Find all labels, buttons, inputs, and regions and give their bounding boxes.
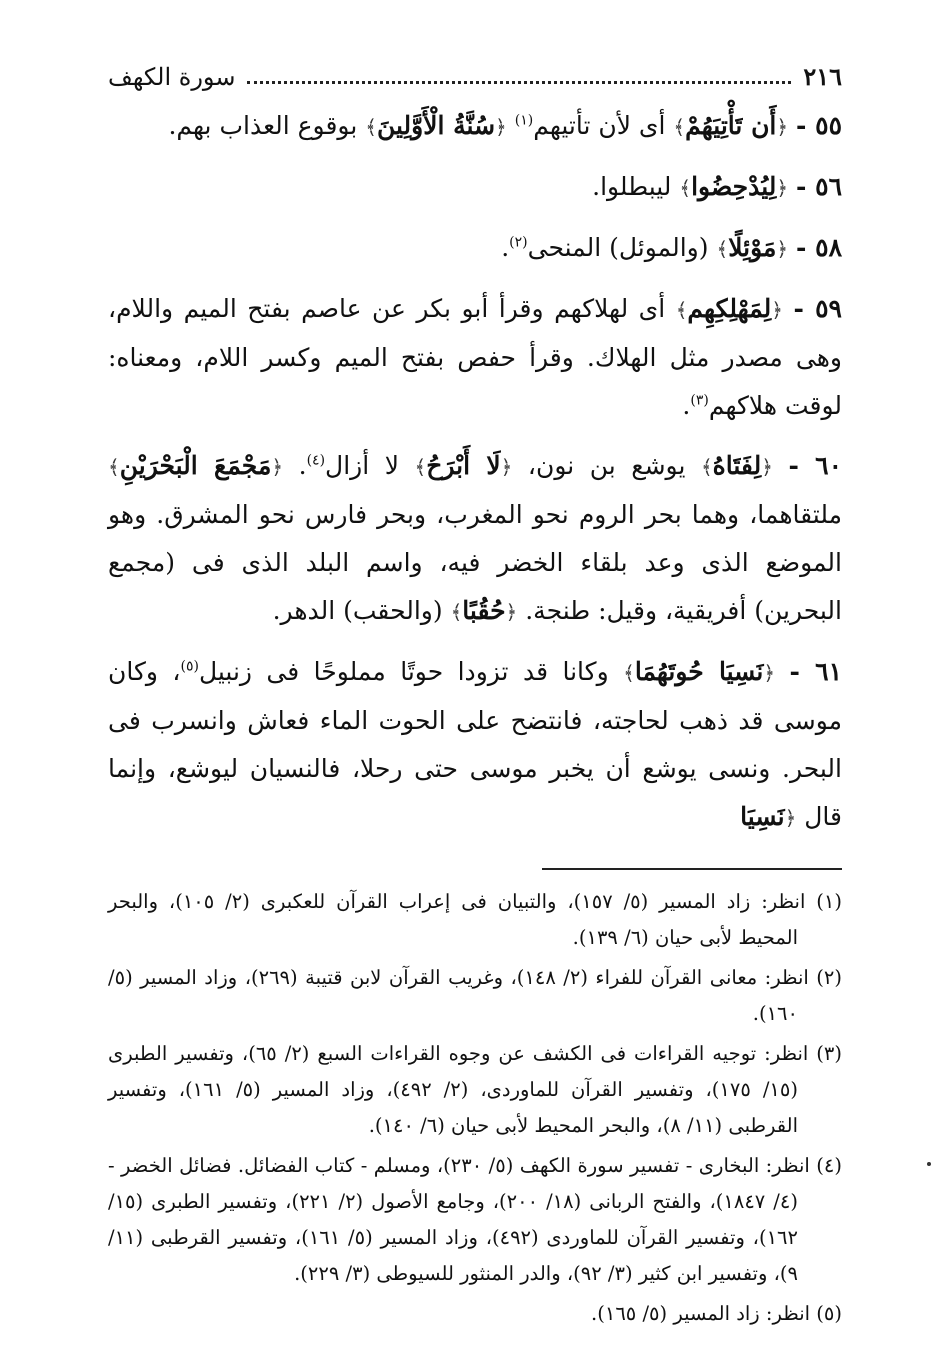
explanation-text: ليبطلوا. bbox=[592, 172, 680, 201]
page-number: ٢١٦ bbox=[803, 62, 842, 91]
explanation-text: لا أزال bbox=[325, 451, 415, 480]
footnote-text: انظر: توجيه القراءات فى الكشف عن وجوه القراءات السبع (٢/ ٦٥)، وتفسير الطبرى (١٥/ ١٧٥)، وتفسير القرآن للماوردى، (٢/ ٤٩٢)، وزاد المسير (٥/ ١٦١)، وتفسير القرطبى (١١/ ٨)، والبحر المحيط لأبى حيان (٦/ ١٤٠). bbox=[108, 1042, 817, 1137]
footnote-marker: (٤) bbox=[306, 452, 326, 469]
ornament-close: ﴾ bbox=[679, 176, 692, 200]
quran-phrase: أَن تَأْتِيَهُمْ bbox=[685, 111, 777, 140]
footnote-separator bbox=[542, 868, 842, 870]
ornament-open: ﴿ bbox=[776, 237, 789, 261]
explanation-text: وكانا قد تزودا حوتًا مملوحًا فى زنبيل bbox=[198, 657, 624, 686]
footnote-5 bbox=[108, 1296, 842, 1332]
ornament-close: ﴾ bbox=[365, 115, 377, 139]
ornament-open: ﴿ bbox=[763, 661, 776, 685]
footnote-text: انظر: زاد المسير (٥/ ١٦٥). bbox=[591, 1302, 817, 1325]
verse-number: ٥٥ - bbox=[796, 111, 842, 140]
verse-number: ٥٨ - bbox=[796, 233, 842, 262]
ornament-close: ﴾ bbox=[108, 455, 120, 479]
footnote-number: (٥) bbox=[816, 1302, 842, 1325]
ornament-close: ﴾ bbox=[623, 661, 635, 685]
footnote-marker: (٢) bbox=[509, 234, 528, 251]
surah-title: سورة الكهف bbox=[108, 63, 236, 91]
ornament-close: ﴾ bbox=[673, 115, 686, 139]
ornament-open: ﴿ bbox=[500, 455, 513, 479]
commentary-body bbox=[108, 102, 842, 842]
ornament-close: ﴾ bbox=[716, 237, 729, 261]
quran-phrase: سُنَّةُ الْأَوَّلِينَ bbox=[376, 111, 496, 140]
quran-phrase: لِيُدْحِضُوا bbox=[691, 172, 777, 201]
verse-note-59 bbox=[108, 285, 842, 430]
footnote-text: انظر: البخارى - تفسير سورة الكهف (٥/ ٢٣٠)، ومسلم - كتاب الفضائل. فضائل الخضر - (٤/ ١٨٤٧)، والفتح الربانى (١٨/ ٢٠٠)، وجامع الأصول (٢/ ٢٢١)، وتفسير الطبرى (١٥/ ١٦٢)، وتفسير القرآن للماوردى (٤٩٢)، وزاد المسير (٥/ ١٦١)، وتفسير القرطبى (١١/ ٩)، وتفسير ابن كثير (٣/ ٩٢)، والدر المنثور للسيوطى (٣/ ٢٢٩). bbox=[108, 1154, 817, 1285]
footnote-marker: (١) bbox=[514, 112, 534, 129]
footnote-1 bbox=[108, 884, 842, 956]
explanation-text: (والموئل) المنحى bbox=[527, 233, 717, 262]
quran-phrase: لِمَهْلِكِهِم bbox=[687, 294, 772, 323]
footnote-marker: (٣) bbox=[690, 392, 709, 409]
ornament-close: ﴾ bbox=[414, 455, 427, 479]
running-header bbox=[108, 58, 842, 92]
explanation-text: يوشع بن نون، bbox=[512, 451, 701, 480]
explanation-text: . bbox=[682, 391, 691, 420]
footnotes-section bbox=[108, 884, 842, 1332]
footnote-4 bbox=[108, 1148, 842, 1292]
quran-phrase: نَسِيَا حُوتَهُمَا bbox=[634, 657, 764, 686]
footnote-number: (٤) bbox=[816, 1154, 842, 1177]
ornament-close: ﴾ bbox=[675, 298, 688, 322]
ornament-open: ﴿ bbox=[505, 600, 518, 624]
quran-phrase: مَوْئِلًا bbox=[728, 233, 777, 262]
ornament-open: ﴿ bbox=[771, 298, 783, 322]
explanation-text: (والحقب) الدهر. bbox=[272, 596, 451, 625]
ornament-open: ﴿ bbox=[495, 115, 507, 139]
quran-phrase: حُقُبًا bbox=[462, 596, 506, 625]
explanation-text: ، وكان موسى قد ذهب لحاجته، فانتضح على الحوت الماء فعاش وانسرب فى البحر. ونسى يوشع أن يخبر موسى حتى رحلا، فالنسيان ليوشع، وإنما قال bbox=[108, 657, 842, 831]
quran-phrase: نَسِيَا bbox=[740, 802, 785, 831]
explanation-text: . bbox=[283, 451, 307, 480]
explanation-text: . bbox=[501, 233, 510, 262]
verse-note-55 bbox=[108, 102, 842, 151]
ornament-close: ﴾ bbox=[700, 455, 713, 479]
verse-note-56 bbox=[108, 163, 842, 212]
ornament-open: ﴿ bbox=[761, 455, 773, 479]
footnote-number: (٢) bbox=[816, 966, 842, 989]
book-page bbox=[108, 58, 843, 1325]
ornament-open: ﴿ bbox=[776, 115, 789, 139]
footnote-2 bbox=[108, 960, 842, 1032]
footnote-text: انظر: معانى القرآن للفراء (٢/ ١٤٨)، وغريب القرآن لابن قتيبة (٢٦٩)، وزاد المسير (٥/ ١٦٠). bbox=[108, 966, 817, 1025]
quran-phrase: لِفَتَاهُ bbox=[712, 451, 762, 480]
verse-number: ٦١ - bbox=[789, 657, 842, 686]
verse-note-58 bbox=[108, 224, 842, 273]
verse-number: ٦٠ - bbox=[788, 451, 843, 480]
quran-phrase: مَجْمَعَ الْبَحْرَيْنِ bbox=[119, 451, 272, 480]
verse-number: ٥٦ - bbox=[796, 172, 842, 201]
footnote-marker: (٥) bbox=[180, 658, 199, 675]
ornament-open: ﴿ bbox=[271, 455, 284, 479]
ornament-close: ﴾ bbox=[450, 600, 463, 624]
quran-phrase: لَا أَبْرَحُ bbox=[426, 451, 501, 480]
ornament-open: ﴿ bbox=[784, 806, 797, 830]
explanation-text: أى لهلاكهم وقرأ أبو بكر عن عاصم بفتح الميم واللام، وهى مصدر مثل الهلاك. وقرأ حفص بفتح الميم وكسر اللام، ومعناه: لوقت هلاكهم bbox=[108, 294, 842, 420]
explanation-text: بوقوع العذاب بهم. bbox=[168, 111, 366, 140]
verse-note-61 bbox=[108, 648, 842, 842]
header-dot-leader bbox=[247, 81, 791, 84]
footnote-text: انظر: زاد المسير (٥/ ١٥٧)، والتبيان فى إعراب القرآن للعكبرى (٢/ ١٠٥)، والبحر المحيط لأبى حيان (٦/ ١٣٩). bbox=[108, 890, 817, 949]
ornament-open: ﴿ bbox=[776, 176, 789, 200]
explanation-text: أى لأن تأتيهم bbox=[533, 111, 674, 140]
verse-number: ٥٩ - bbox=[793, 294, 842, 323]
footnote-3 bbox=[108, 1036, 842, 1144]
footnote-number: (٣) bbox=[816, 1042, 842, 1065]
footnote-number: (١) bbox=[816, 890, 842, 913]
verse-note-60 bbox=[108, 442, 842, 636]
scan-speck bbox=[927, 1162, 931, 1166]
explanation-text: ملتقاهما، وهما بحر الروم نحو المغرب، وبحر فارس نحو المشرق. وهو الموضع الذى وعد بلقاء الخضر فيه، واسم البلد الذى فى (مجمع البحرين) أفريقية، وقيل: طنجة. bbox=[108, 500, 842, 625]
